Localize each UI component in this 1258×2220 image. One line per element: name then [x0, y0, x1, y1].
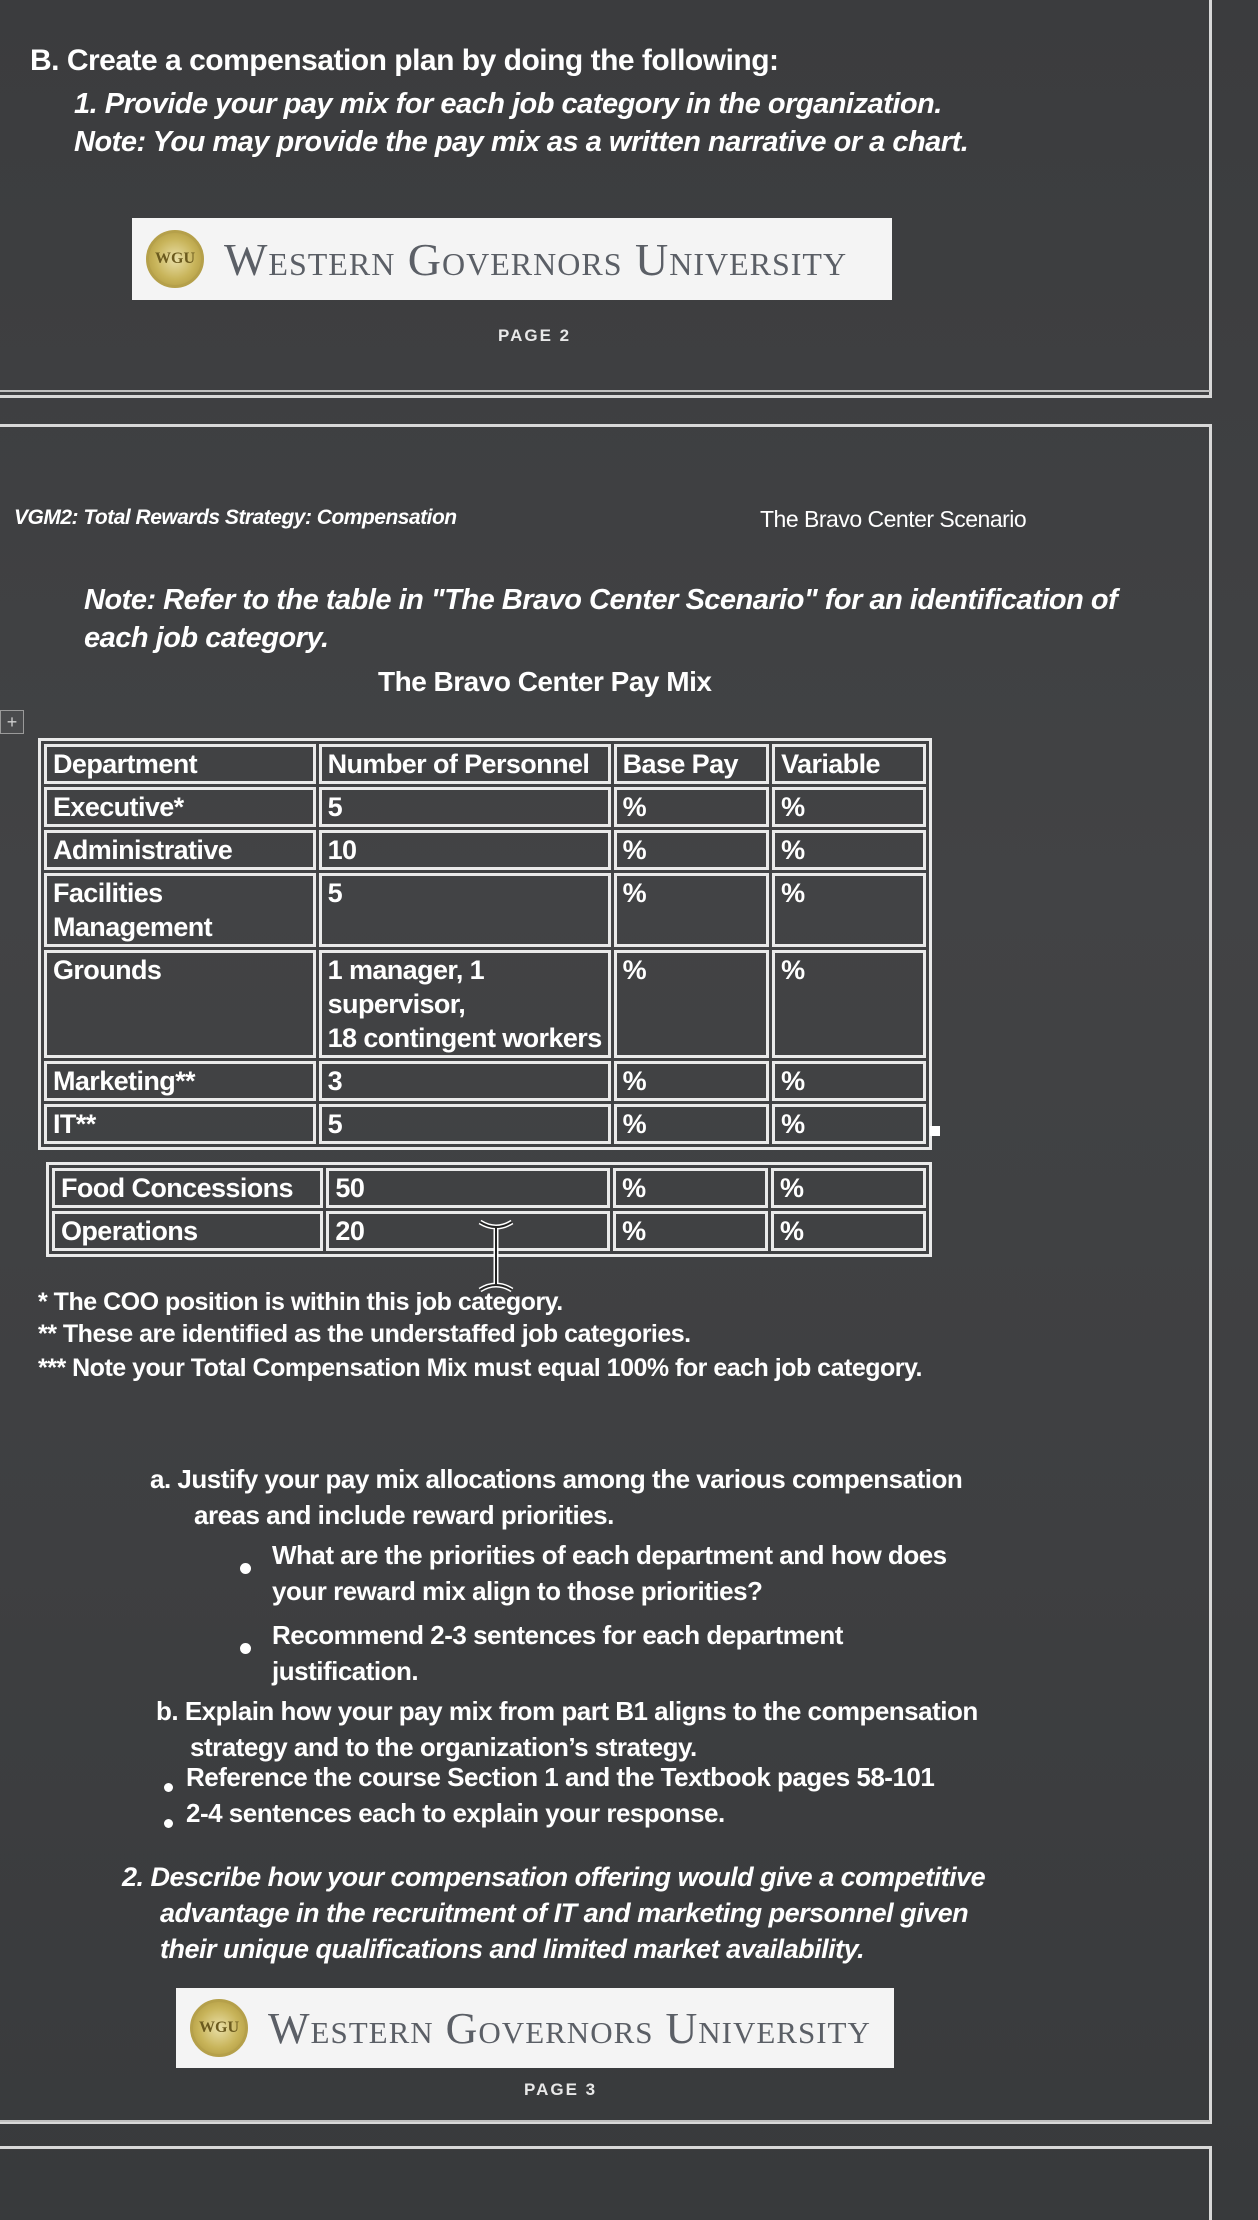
refer-table-note-line2: each job category. [84, 622, 329, 654]
cell-variable: % [772, 830, 926, 870]
wgu-logo-text: Western Governors University [224, 233, 848, 285]
table-move-handle-icon[interactable]: + [0, 710, 24, 734]
cell-personnel-line: 1 manager, 1 [327, 955, 485, 985]
cell-department: Operations [52, 1211, 323, 1251]
header-personnel: Number of Personnel [319, 744, 611, 784]
section-b-heading: B. Create a compensation plan by doing the following: [30, 44, 779, 77]
cell-personnel: 20 [326, 1211, 610, 1251]
table-row [44, 787, 926, 827]
cell-variable: % [771, 1211, 926, 1251]
page-number: PAGE 2 [498, 326, 572, 345]
cell-base-pay: % [614, 950, 770, 1058]
wgu-seal-icon: WGU [146, 230, 204, 288]
cell-department: Administrative [44, 830, 316, 870]
cell-personnel-line: 18 contingent workers [327, 1023, 602, 1053]
page-number: PAGE 3 [524, 2080, 598, 2099]
text-cursor-icon [476, 1216, 516, 1296]
bullet-icon [240, 1643, 251, 1654]
cell-base-pay: % [614, 1104, 770, 1144]
cell-base-pay: % [614, 1061, 770, 1101]
page-divider [0, 2120, 1210, 2122]
wgu-logo-text: Western Governors University [268, 2003, 871, 2053]
cell-variable: % [771, 1168, 926, 1208]
cell-department-line: Management [53, 912, 213, 942]
scenario-header: The Bravo Center Scenario [760, 506, 1027, 532]
wgu-logo [132, 218, 892, 300]
cell-department: Grounds [44, 950, 316, 1058]
cell-department [44, 873, 316, 947]
cell-department-line: Facilities [53, 878, 163, 908]
cell-personnel: 3 [319, 1061, 611, 1101]
table-title: The Bravo Center Pay Mix [378, 666, 712, 697]
question-a-bullet-2: Recommend 2-3 sentences for each department [272, 1620, 843, 1650]
question-a-bullet-1-line2: your reward mix align to those priorities? [272, 1576, 763, 1606]
table-row [44, 873, 926, 947]
question-2-line3: their unique qualifications and limited market availability. [160, 1934, 865, 1964]
cell-personnel: 5 [319, 787, 611, 827]
bullet-icon [164, 1783, 173, 1792]
footnote-understaffed: ** These are identified as the understaffed job categories. [38, 1320, 691, 1348]
bullet-icon [164, 1819, 173, 1828]
page-4-frame [0, 2146, 1212, 2220]
cell-variable: % [772, 950, 926, 1058]
question-a: a. Justify your pay mix allocations among the various compensation [150, 1464, 963, 1494]
cell-personnel: 5 [319, 873, 611, 947]
cell-personnel: 50 [326, 1168, 610, 1208]
table-row [44, 1104, 926, 1144]
page-divider [0, 390, 1210, 392]
cell-variable: % [772, 787, 926, 827]
table-row [44, 950, 926, 1058]
cell-variable: % [772, 873, 926, 947]
cell-base-pay: % [614, 787, 770, 827]
cell-base-pay: % [613, 1168, 768, 1208]
footnote-total-mix: *** Note your Total Compensation Mix must equal 100% for each job category. [38, 1354, 922, 1382]
cell-department: IT** [44, 1104, 316, 1144]
question-2-line2: advantage in the recruitment of IT and marketing personnel given [160, 1898, 969, 1928]
cell-base-pay: % [613, 1211, 768, 1251]
question-a-line2: areas and include reward priorities. [194, 1500, 614, 1530]
cell-personnel: 5 [319, 1104, 611, 1144]
footnote-coo: * The COO position is within this job category. [38, 1288, 563, 1316]
question-b-bullet-1: Reference the course Section 1 and the Textbook pages 58-101 [186, 1762, 935, 1792]
question-a-bullet-2-line2: justification. [272, 1656, 419, 1686]
pay-mix-table [38, 738, 932, 1150]
cell-variable: % [772, 1104, 926, 1144]
header-base-pay: Base Pay [614, 744, 770, 784]
table-resize-handle[interactable] [930, 1126, 940, 1136]
cell-department: Executive* [44, 787, 316, 827]
refer-table-note: Note: Refer to the table in "The Bravo Center Scenario" for an identification of [84, 584, 1118, 616]
pay-mix-note: Note: You may provide the pay mix as a written narrative or a chart. [74, 126, 969, 158]
wgu-seal-icon: WGU [190, 1999, 248, 2057]
cell-department: Food Concessions [52, 1168, 323, 1208]
table-row [52, 1168, 926, 1208]
cell-department: Marketing** [44, 1061, 316, 1101]
cell-variable: % [772, 1061, 926, 1101]
cell-base-pay: % [614, 873, 770, 947]
table-header-row [44, 744, 926, 784]
question-b-line2: strategy and to the organization’s strategy. [190, 1732, 697, 1762]
question-2: 2. Describe how your compensation offering would give a competitive [122, 1862, 986, 1892]
bullet-icon [240, 1563, 251, 1574]
header-department: Department [44, 744, 316, 784]
header-variable: Variable [772, 744, 926, 784]
question-a-bullet-1: What are the priorities of each department and how does [272, 1540, 947, 1570]
question-b: b. Explain how your pay mix from part B1 aligns to the compensation [156, 1696, 978, 1726]
cell-personnel-line: supervisor, [327, 989, 466, 1019]
table-row [44, 830, 926, 870]
cell-personnel [319, 950, 611, 1058]
wgu-logo [176, 1988, 894, 2068]
cell-base-pay: % [614, 830, 770, 870]
question-b-bullet-2: 2-4 sentences each to explain your response. [186, 1798, 725, 1828]
table-row [44, 1061, 926, 1101]
cell-personnel: 10 [319, 830, 611, 870]
course-header: VGM2: Total Rewards Strategy: Compensation [14, 506, 457, 529]
item-1-instruction: 1. Provide your pay mix for each job category in the organization. [74, 88, 942, 120]
